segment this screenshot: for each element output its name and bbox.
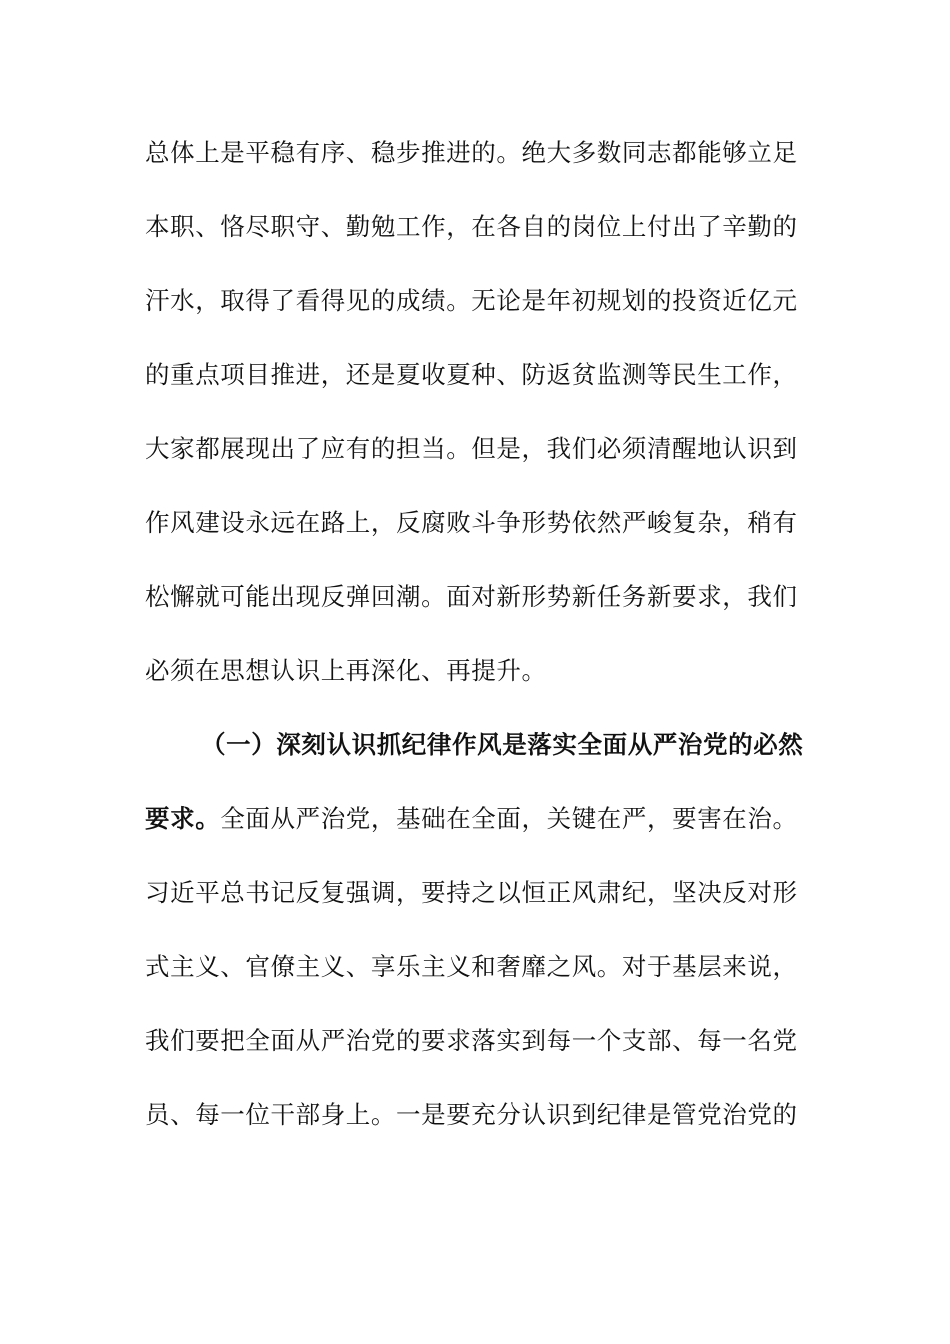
- section-body-start: 全面从严治党，基础在全面，关键在严，要害在治。: [220, 804, 798, 833]
- section-heading-continuation: [145, 792, 810, 866]
- body-line-13: 我们要把全面从严治党的要求落实到每一个支部、每一名党: [145, 1026, 798, 1055]
- body-line-5: 大家都展现出了应有的担当。但是，我们必须清醒地认识到: [145, 434, 798, 463]
- body-line-12: 式主义、官僚主义、享乐主义和奢靡之风。对于基层来说，: [145, 952, 798, 981]
- document-body: [145, 126, 810, 1162]
- section-heading: （一）深刻认识抓纪律作风是落实全面从严治党的必然: [201, 730, 804, 759]
- body-line-11: 习近平总书记反复强调，要持之以恒正风肃纪，坚决反对形: [145, 878, 798, 907]
- body-line-4: 的重点项目推进，还是夏收夏种、防返贫监测等民生工作，: [145, 360, 798, 389]
- section-heading-tail: 要求。: [145, 804, 221, 833]
- body-line-2: 本职、恪尽职守、勤勉工作，在各自的岗位上付出了辛勤的: [145, 212, 798, 241]
- body-line-3: 汗水，取得了看得见的成绩。无论是年初规划的投资近亿元: [145, 286, 798, 315]
- body-line-7: 松懈就可能出现反弹回潮。面对新形势新任务新要求，我们: [145, 582, 798, 611]
- body-line-1: 总体上是平稳有序、稳步推进的。绝大多数同志都能够立足: [145, 138, 798, 167]
- body-line-14: 员、每一位干部身上。一是要充分认识到纪律是管党治党的: [145, 1100, 798, 1129]
- body-line-8: 必须在思想认识上再深化、再提升。: [145, 656, 547, 685]
- body-line-6: 作风建设永远在路上，反腐败斗争形势依然严峻复杂，稍有: [145, 508, 798, 537]
